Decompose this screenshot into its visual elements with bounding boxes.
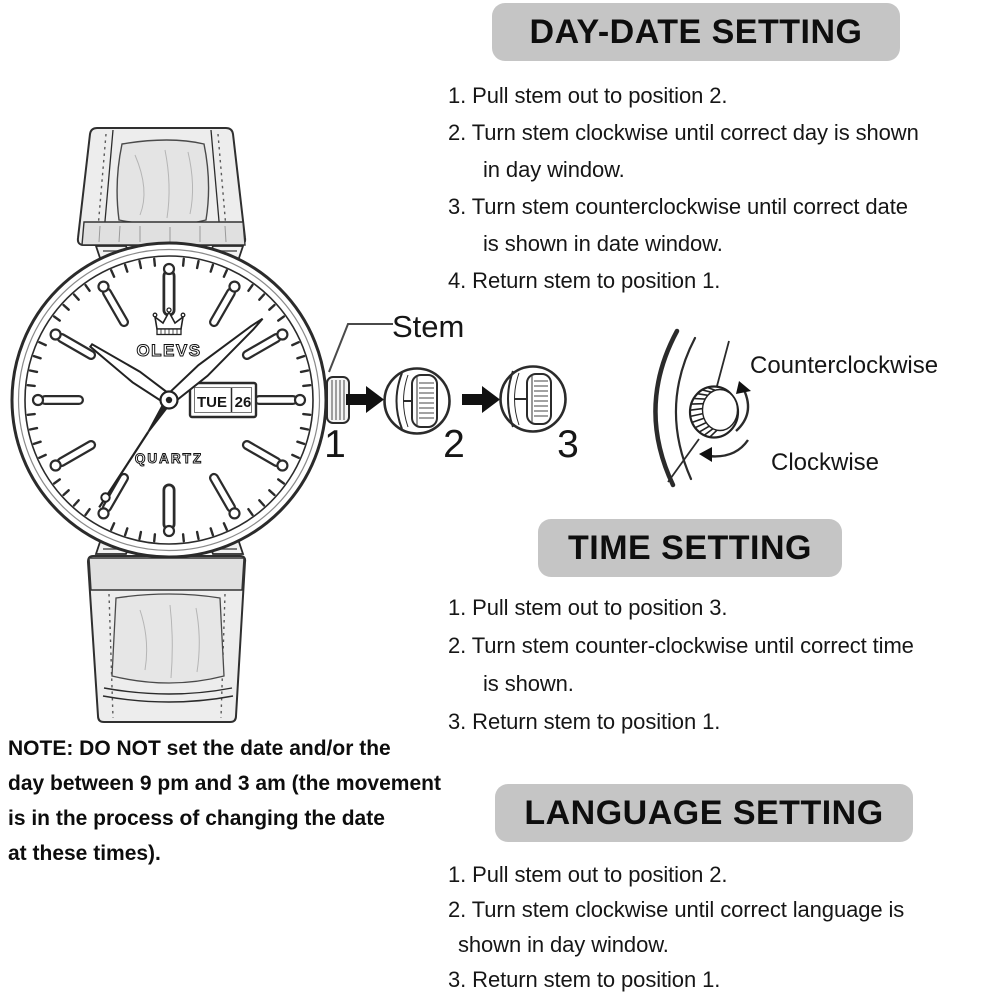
instruction-line: 3. Turn stem counterclockwise until correct date <box>448 194 908 219</box>
time-instructions <box>448 589 914 741</box>
instruction-line: 1. Pull stem out to position 3. <box>448 595 728 620</box>
daydate-instructions <box>448 77 919 299</box>
crown <box>327 377 349 423</box>
brand-text: OLEVS <box>136 341 202 360</box>
bottom-strap <box>88 556 245 722</box>
clockwise-arrow-icon <box>699 440 748 462</box>
date-text: 26 <box>234 394 252 411</box>
instruction-line: 3. Return stem to position 1. <box>448 967 721 992</box>
language-instructions <box>448 857 904 997</box>
instruction-line: 1. Pull stem out to position 2. <box>448 83 728 108</box>
clockwise-label: Clockwise <box>771 449 880 476</box>
position-2-label: 2 <box>443 423 465 466</box>
note-line: is in the process of changing the date <box>8 807 385 830</box>
daydate-section-title: DAY-DATE SETTING <box>492 3 900 61</box>
note-block <box>8 731 441 871</box>
instruction-line: in day window. <box>483 157 625 182</box>
note-line: at these times). <box>8 842 161 865</box>
day-date-window <box>190 383 256 417</box>
instruction-line: is shown in date window. <box>483 231 723 256</box>
note-line: NOTE: DO NOT set the date and/or the <box>8 737 391 760</box>
instruction-line: 1. Pull stem out to position 2. <box>448 862 728 887</box>
day-text: TUE <box>197 394 227 411</box>
language-section-title: LANGUAGE SETTING <box>495 784 913 842</box>
instruction-line: 2. Turn stem counter-clockwise until correct time <box>448 633 914 658</box>
instruction-line: shown in day window. <box>458 932 669 957</box>
rotation-diagram <box>655 331 751 485</box>
instruction-line: 3. Return stem to position 1. <box>448 709 721 734</box>
top-strap <box>78 128 245 245</box>
arrow-right-icon <box>346 386 384 413</box>
movement-text: QUARTZ <box>134 451 204 466</box>
time-section-title: TIME SETTING <box>538 519 842 577</box>
note-line: day between 9 pm and 3 am (the movement <box>8 772 441 795</box>
stem-label: Stem <box>392 309 465 344</box>
stem-pointer-line <box>329 324 393 372</box>
position-3-label: 3 <box>557 423 579 466</box>
instruction-line: is shown. <box>483 671 574 696</box>
instruction-line: 2. Turn stem clockwise until correct day is shown <box>448 120 919 145</box>
instruction-line: 4. Return stem to position 1. <box>448 268 721 293</box>
magnifier-circle-3 <box>501 367 566 432</box>
counterclockwise-label: Counterclockwise <box>750 352 939 379</box>
arrow-right-icon <box>462 386 500 413</box>
position-1-label: 1 <box>324 423 346 466</box>
center-dot <box>166 397 172 403</box>
instruction-line: 2. Turn stem clockwise until correct language is <box>448 897 905 922</box>
